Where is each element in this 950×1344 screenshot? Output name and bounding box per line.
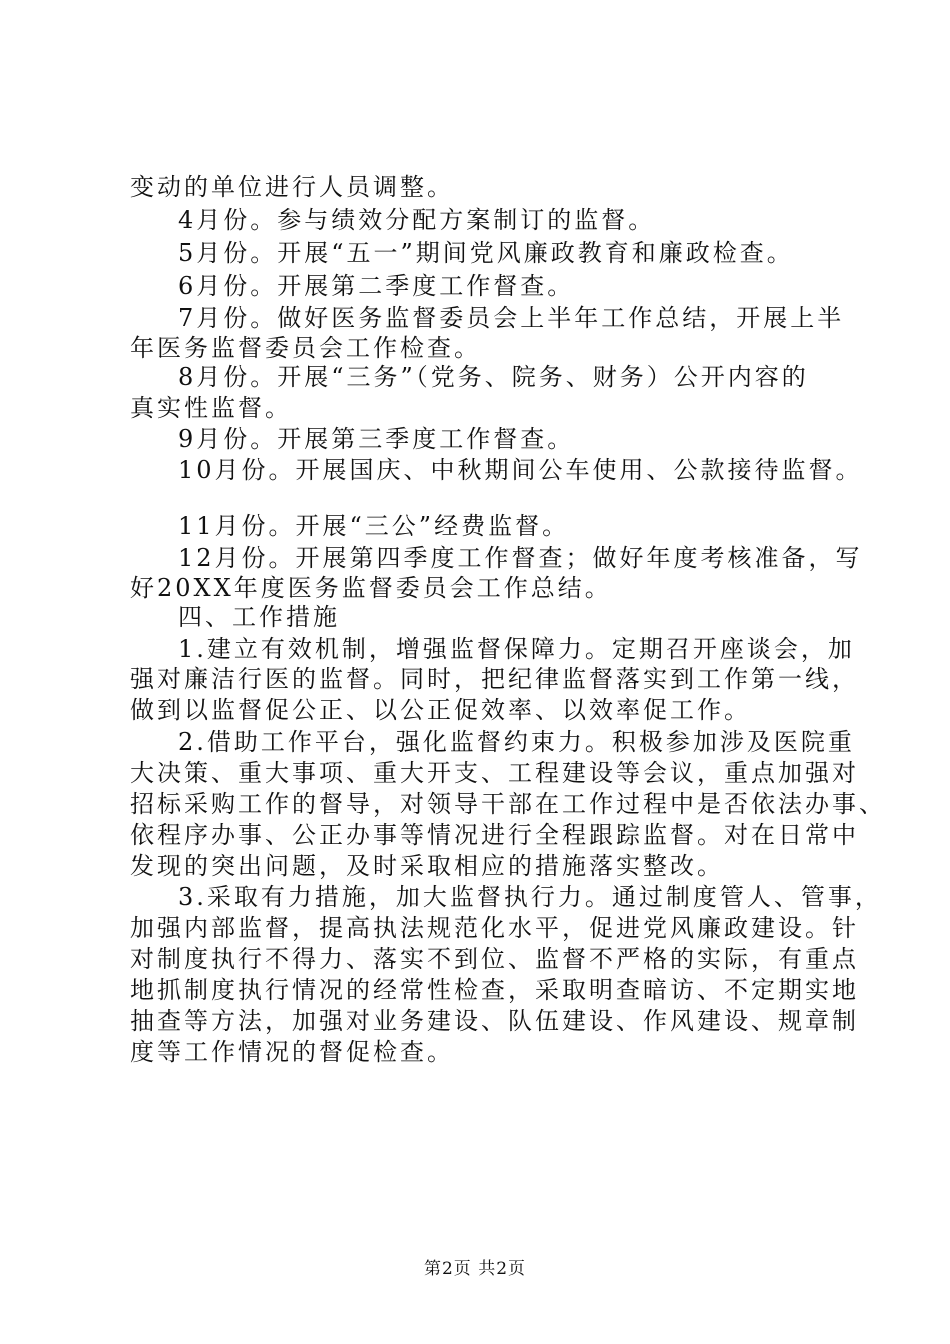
text-line: 强对廉洁行医的监督。同时，把纪律监督落实到工作第一线， (130, 665, 859, 693)
text-line: 依程序办事、公正办事等情况进行全程跟踪监督。对在日常中 (130, 821, 859, 849)
text-line: 做到以监督促公正、以公正促效率、以效率促工作。 (130, 696, 751, 724)
text-line: 7月份。做好医务监督委员会上半年工作总结，开展上半 (178, 304, 845, 332)
text-line: 度等工作情况的督促检查。 (130, 1038, 454, 1066)
text-line: 6月份。开展第二季度工作督查。 (178, 272, 575, 300)
text-line: 5月份。开展“五一”期间党风廉政教育和廉政检查。 (178, 239, 794, 267)
text-line: 1.建立有效机制，增强监督保障力。定期召开座谈会，加 (178, 635, 855, 663)
text-line: 大决策、重大事项、重大开支、工程建设等会议，重点加强对 (130, 759, 859, 787)
text-line: 对制度执行不得力、落实不到位、监督不严格的实际，有重点 (130, 945, 859, 973)
text-line: 12月份。开展第四季度工作督查；做好年度考核准备，写 (178, 544, 863, 572)
text-line: 年医务监督委员会工作检查。 (130, 334, 481, 362)
text-line: 加强内部监督，提高执法规范化水平，促进党风廉政建设。针 (130, 914, 859, 942)
text-line: 11月份。开展“三公”经费监督。 (178, 512, 570, 540)
text-line: 抽查等方法，加强对业务建设、队伍建设、作风建设、规章制 (130, 1007, 859, 1035)
text-line: 9月份。开展第三季度工作督查。 (178, 425, 575, 453)
text-line: 好20XX年度医务监督委员会工作总结。 (130, 574, 612, 602)
text-line: 发现的突出问题，及时采取相应的措施落实整改。 (130, 852, 724, 880)
text-line: 4月份。参与绩效分配方案制订的监督。 (178, 206, 656, 234)
text-line: 招标采购工作的督导，对领导干部在工作过程中是否依法办事、 (130, 790, 886, 818)
text-line: 2.借助工作平台，强化监督约束力。积极参加涉及医院重 (178, 728, 855, 756)
text-line: 地抓制度执行情况的经常性检查，采取明查暗访、不定期实地 (130, 976, 859, 1004)
section-heading: 四、工作措施 (178, 603, 340, 631)
text-line: 3.采取有力措施，加大监督执行力。通过制度管人、管事， (178, 883, 882, 911)
text-line: 变动的单位进行人员调整。 (130, 173, 454, 201)
page-footer: 第2页 共2页 (423, 1259, 527, 1279)
text-line: 8月份。开展“三务”（党务、院务、财务）公开内容的 (178, 363, 809, 391)
text-line: 10月份。开展国庆、中秋期间公车使用、公款接待监督。 (178, 456, 863, 484)
text-line: 真实性监督。 (130, 394, 292, 422)
